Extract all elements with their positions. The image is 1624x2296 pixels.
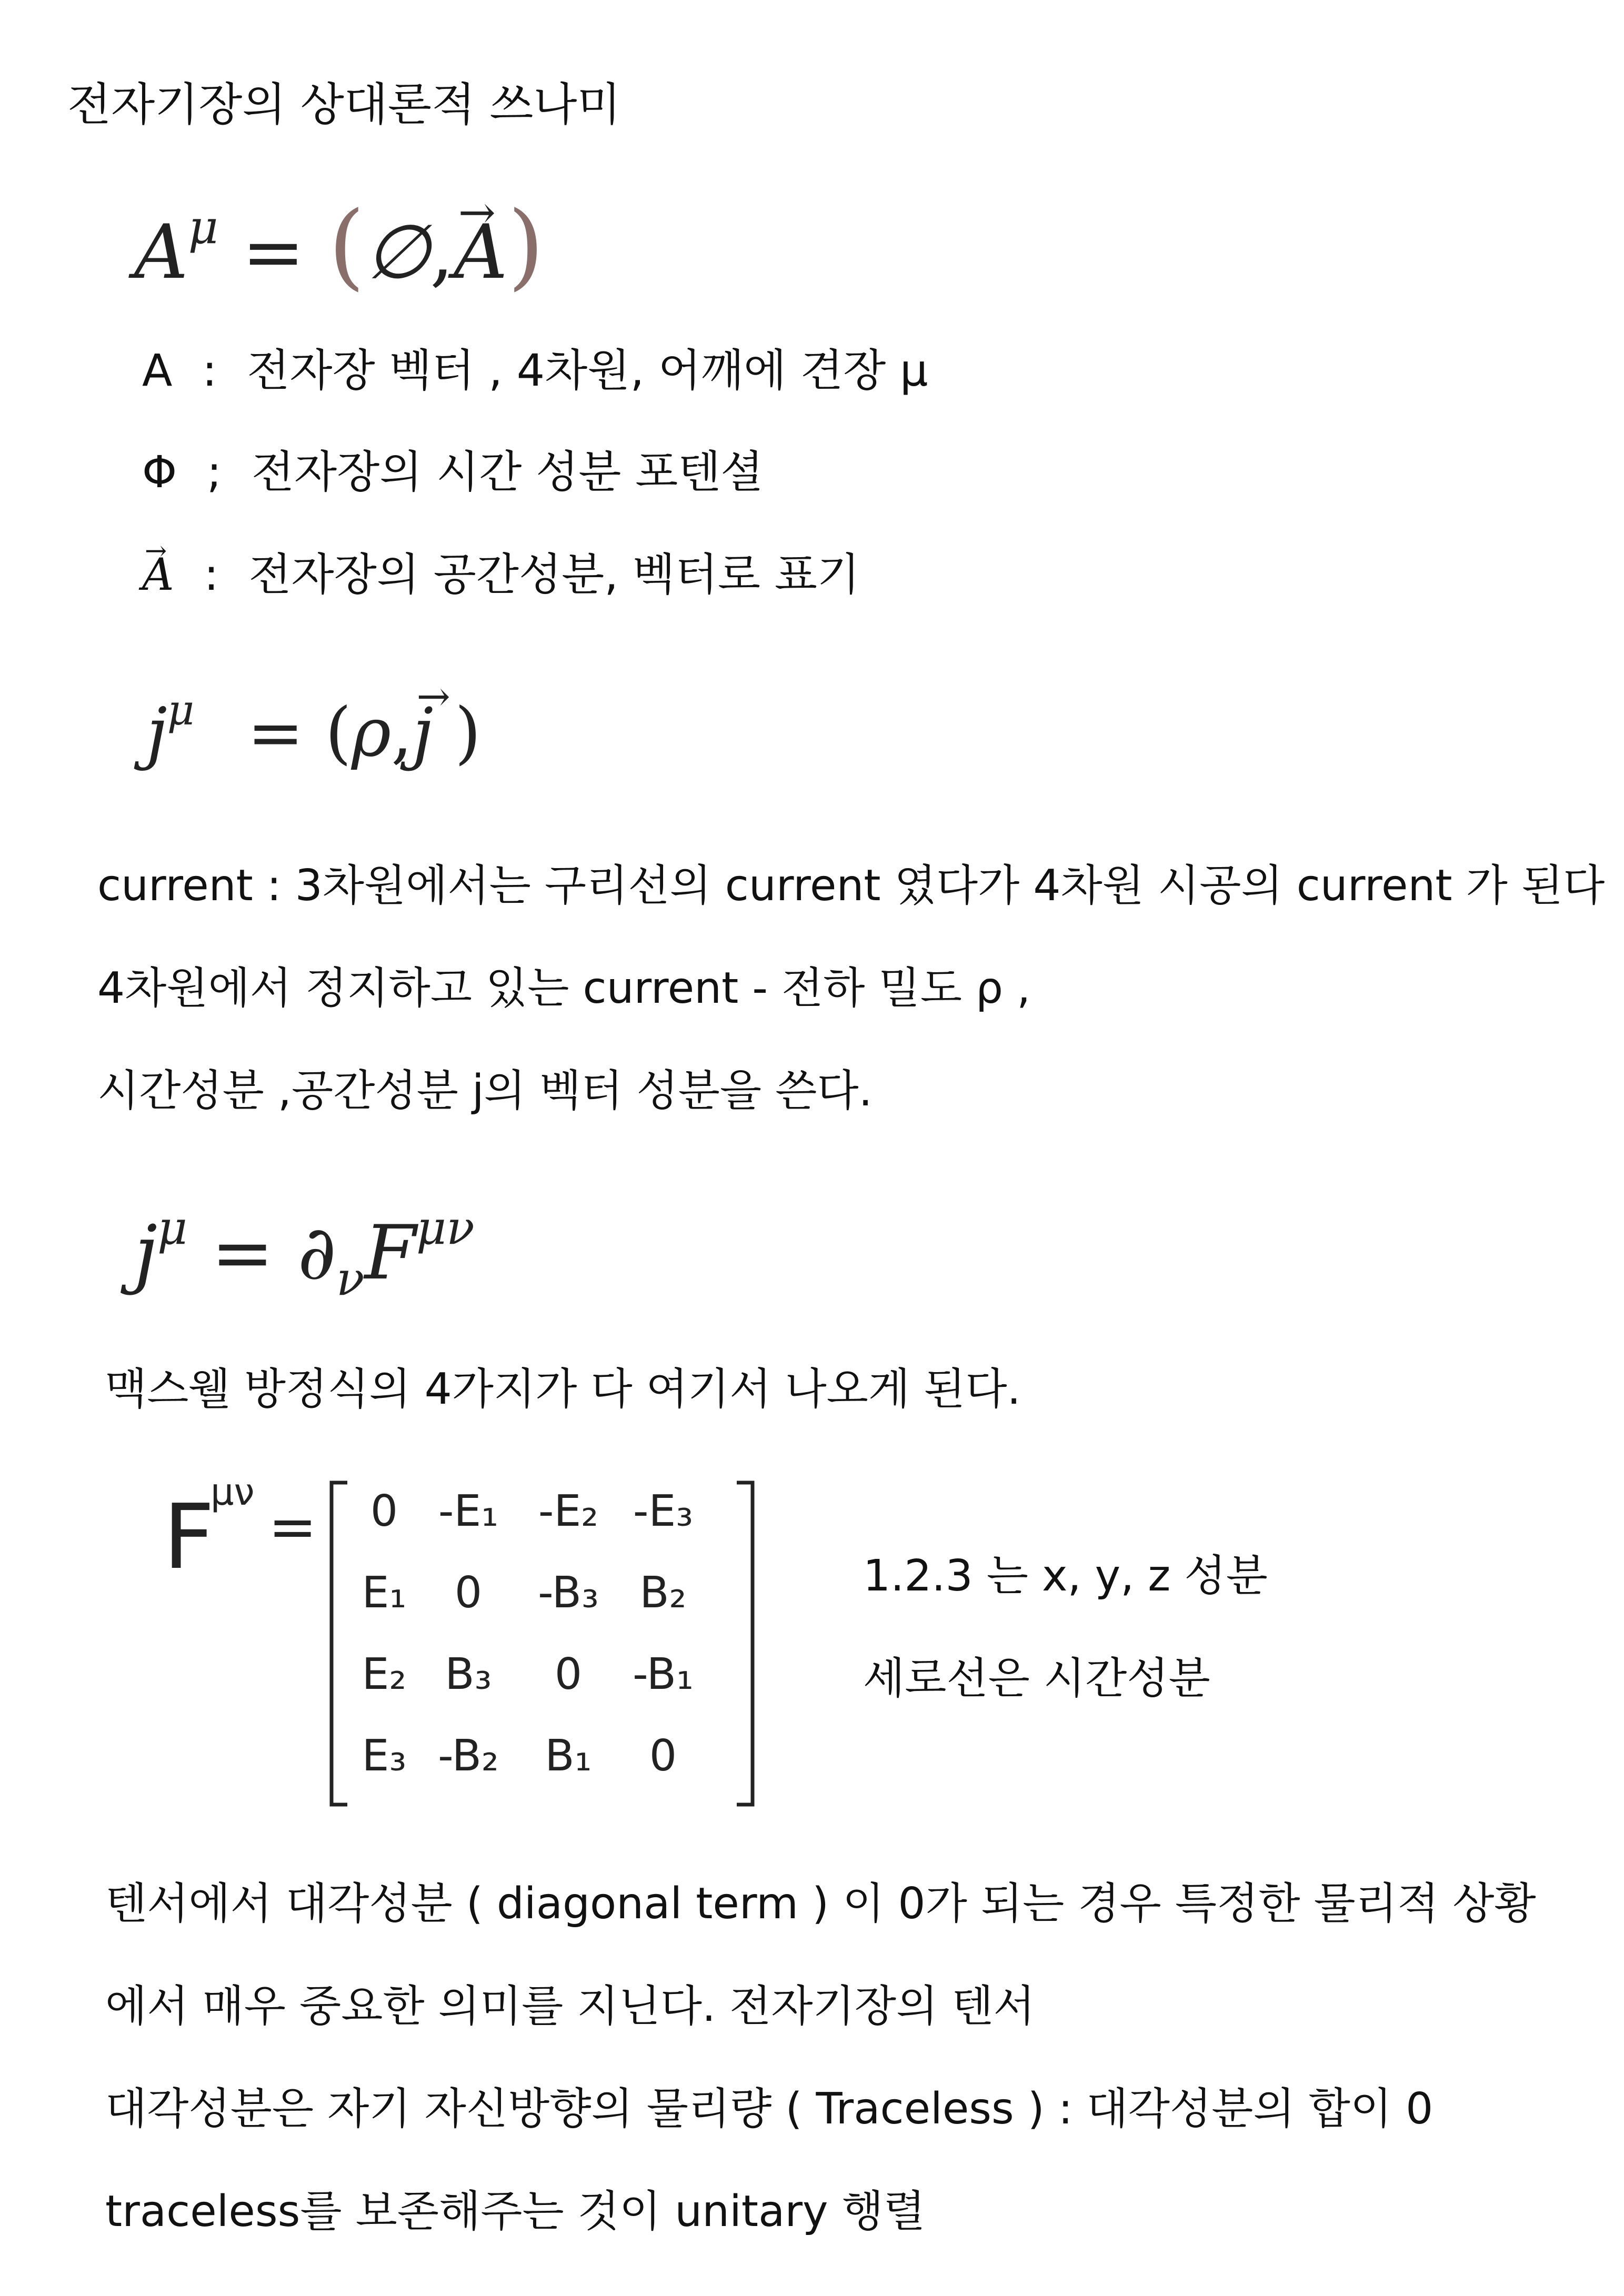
eq3-f: F [364,1210,416,1297]
paragraph-traceless-line-4: traceless를 보존해주는 것이 unitary 행렬 [105,2187,926,2237]
matrix-svg [158,1468,789,1836]
paragraph-traceless-line-2: 에서 매우 중요한 의미를 지닌다. 전자기장의 텐서 [105,1981,1035,2031]
eq1-phi: ∅ [365,209,430,296]
matrix-note-components: 1.2.3 는 x, y, z 성분 [863,1551,1268,1601]
matrix-cell-r2-c1: E₁ [362,1568,407,1618]
matrix-cell-r3-c1: E₂ [362,1649,407,1699]
definition-vec-a [142,549,860,600]
definition-phi [142,446,764,498]
matrix-cell-r3-c3: 0 [554,1649,583,1699]
matrix-right-bracket [737,1483,753,1805]
eq3-sup2: μν [416,1201,475,1255]
def-phi-separator: ; [206,446,222,498]
paragraph-maxwell: 맥스웰 방정식의 4가지가 다 여기서 나오게 된다. [105,1364,1021,1414]
matrix-lhs-f: F [163,1485,215,1589]
matrix-cell-r2-c2: 0 [454,1568,483,1618]
def-a-symbol: A [142,345,173,396]
eq2-sup: μ [167,686,195,734]
eq2-vec-j: → j [413,700,434,767]
matrix-cell-r2-c4: B₂ [639,1568,687,1618]
def-a-separator: : [202,345,217,396]
eq2-equals: = [247,693,304,772]
def-a-text: 전자장 벡터 , 4차원, 어깨에 견장 μ [247,345,928,396]
matrix-left-bracket [332,1483,347,1805]
eq1-sup: μ [188,199,218,254]
eq3-sup: μ [157,1201,188,1255]
eq2-close-paren: ) [455,693,482,772]
matrix-cell-r1-c4: -E₃ [633,1486,694,1536]
matrix-cell-r1-c3: -E₂ [538,1486,599,1536]
def-vec-a-text: 전자장의 공간성분, 벡터로 표기 [248,549,860,600]
matrix-cell-r4-c3: B₁ [545,1731,592,1781]
eq2-open-paren: ( [325,693,352,772]
matrix-cell-r4-c4: 0 [649,1731,677,1781]
paragraph-current-line-2: 4차원에서 정지하고 있는 current - 전하 밀도 ρ , [97,963,1031,1013]
def-phi-symbol: Φ [142,446,177,498]
paragraph-traceless-line-1: 텐서에서 대각성분 ( diagonal term ) 이 0가 되는 경우 특정한 물리적 상황 [105,1879,1536,1929]
matrix-cell-r3-c2: B₃ [445,1649,492,1699]
field-tensor-matrix [158,1468,789,1838]
eq3-partial: ∂ [297,1210,336,1297]
eq2-rho: ρ [351,693,392,772]
paragraph-current-line-3: 시간성분 ,공간성분 j의 벡터 성분을 쓴다. [97,1066,873,1116]
matrix-cell-r4-c2: -B₂ [438,1731,499,1781]
eq1-open-paren: ( [328,191,365,300]
eq1-vec-a: → A [454,215,508,290]
eq1-equals: = [242,209,305,296]
eq3-equals: = [211,1210,274,1297]
eq1-comma: , [430,209,454,296]
matrix-cell-r4-c1: E₃ [362,1731,407,1781]
matrix-lhs-sup: μν [210,1471,255,1514]
def-vec-a-symbol: → A [142,552,174,597]
matrix-cell-r1-c1: 0 [370,1486,398,1536]
definition-a [142,345,928,396]
page-title: 전자기장의 상대론적 쓰나미 [67,78,621,131]
eq2-comma: , [391,693,413,772]
paragraph-traceless-line-3: 대각성분은 자기 자신방향의 물리량 ( Traceless ) : 대각성분의 합이 0 [105,2084,1433,2134]
eq2-lhs: j [146,693,167,772]
eq1-close-paren: ) [507,191,544,300]
matrix-cell-r2-c3: -B₃ [538,1568,599,1618]
equation-four-potential [134,191,544,300]
def-vec-a-separator: : [204,549,219,600]
matrix-cell-r3-c4: -B₁ [633,1649,694,1699]
eq3-lhs: j [134,1210,158,1297]
equation-four-current [146,686,482,772]
matrix-note-vertical: 세로선은 시간성분 [863,1654,1210,1704]
eq1-lhs: A [134,209,188,296]
def-phi-text: 전자장의 시간 성분 포텐셜 [251,446,764,498]
equation-maxwell-tensor [134,1201,475,1306]
matrix-cell-r1-c2: -E₁ [438,1486,499,1536]
matrix-equals: = [268,1493,317,1560]
paragraph-current-line-1: current : 3차원에서는 구리선의 current 였다가 4차원 시공의 current 가 된다 [97,861,1605,911]
eq3-sub: ν [336,1251,365,1306]
